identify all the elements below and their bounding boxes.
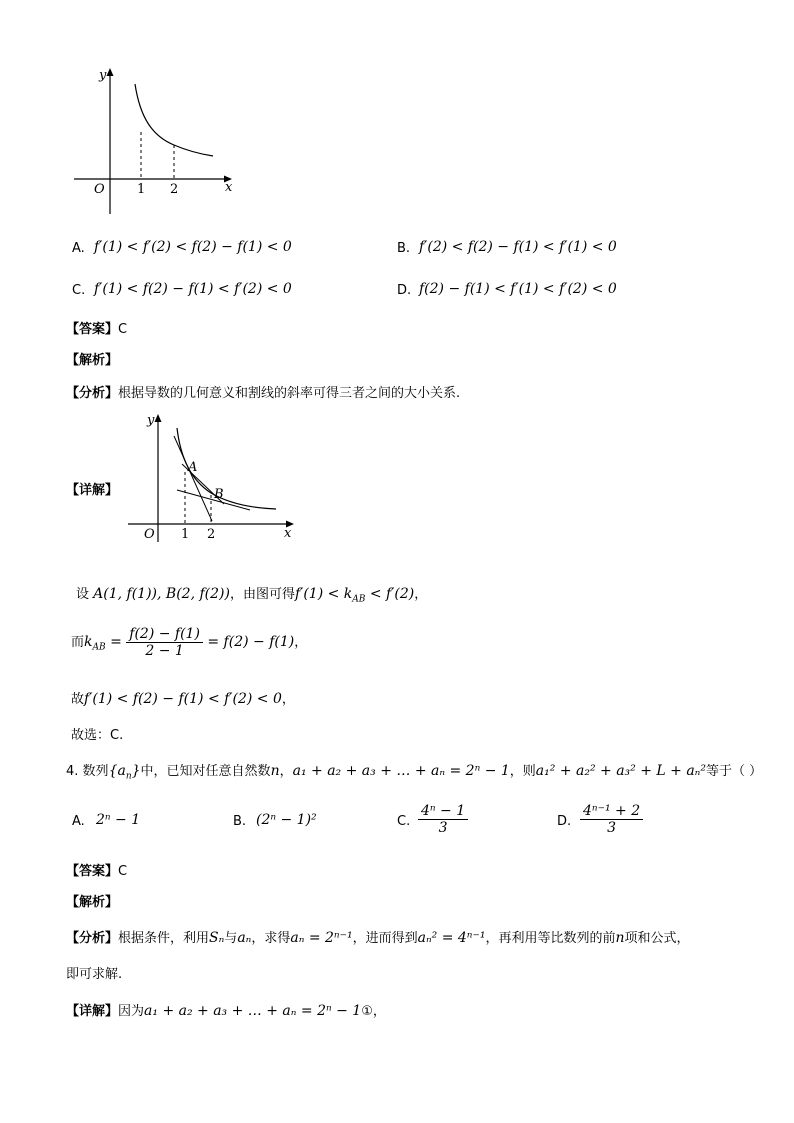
- answer-value: C: [118, 864, 128, 879]
- question-number: 4.: [66, 764, 79, 779]
- answer-tag: 【答案】: [66, 322, 119, 337]
- text: ，进而得到: [352, 931, 418, 946]
- tick-label-2: 2: [170, 182, 179, 197]
- math: f′(1) < k: [294, 586, 353, 602]
- xiangjie-tag: 【详解】: [66, 483, 119, 498]
- subscript: AB: [92, 642, 106, 653]
- y-axis: [155, 414, 162, 542]
- denominator: 3: [607, 820, 617, 836]
- xiangjie-tag: 【详解】: [66, 1004, 119, 1019]
- text: ，: [279, 764, 293, 779]
- subscript: AB: [352, 594, 366, 605]
- math: aₙ: [237, 930, 252, 946]
- q4-option-d-letter[interactable]: D.: [557, 814, 572, 829]
- x-axis-label: x: [225, 180, 233, 195]
- q4-option-b-letter[interactable]: B.: [233, 814, 247, 829]
- text: ，再利用等比数列的前: [485, 931, 616, 946]
- option-a-letter[interactable]: A.: [72, 241, 85, 256]
- text: ，: [294, 635, 308, 650]
- math: n: [615, 930, 625, 946]
- fenxi-text: 根据导数的几何意义和割线的斜率可得三者之间的大小关系.: [118, 386, 461, 401]
- q4-option-a-letter[interactable]: A.: [72, 814, 85, 829]
- fraction: [126, 626, 203, 659]
- q4-analysis-tag: 【解析】: [66, 895, 119, 910]
- q4-stem: [66, 760, 762, 782]
- text: ，: [372, 1004, 386, 1019]
- q4-option-a-text[interactable]: 2ⁿ − 1: [96, 812, 141, 828]
- text: ，: [281, 692, 295, 707]
- tick-label-1: 1: [181, 527, 190, 542]
- text: 项和公式，: [624, 931, 690, 946]
- q4-option-c-letter[interactable]: C.: [397, 814, 411, 829]
- math: a₁ + a₂ + a₃ + … + aₙ = 2ⁿ − 1: [144, 1003, 362, 1019]
- answer-tag: 【答案】: [66, 864, 119, 879]
- fenxi-tag: 【分析】: [66, 931, 119, 946]
- math: < f′(2): [365, 586, 415, 602]
- option-a-text[interactable]: f′(1) < f′(2) < f(2) − f(1) < 0: [94, 239, 292, 255]
- math: k: [84, 634, 93, 650]
- q4-option-c-fraction[interactable]: [418, 803, 468, 836]
- option-c-letter[interactable]: C.: [72, 283, 86, 298]
- math: A(1, f(1)), B(2, f(2)): [93, 586, 230, 602]
- point-b-label: B: [214, 487, 224, 502]
- denominator: 3: [438, 820, 448, 836]
- circled-one: ①: [361, 1004, 373, 1019]
- solution-line-4: 故选：C.: [71, 728, 124, 743]
- text: ，: [414, 587, 428, 602]
- numerator: 4ⁿ⁻¹ + 2: [580, 803, 643, 820]
- tangent-line-at-a: [174, 436, 212, 521]
- y-axis-label: y: [99, 68, 107, 83]
- solution-line-2: [71, 626, 307, 659]
- numerator: 4ⁿ − 1: [418, 803, 468, 820]
- option-b-letter[interactable]: B.: [397, 241, 411, 256]
- text: 与: [224, 931, 238, 946]
- tick-label-2: 2: [207, 527, 216, 542]
- function-graph-1: [68, 62, 248, 222]
- solution-line-1: [76, 583, 427, 605]
- text: 等于（ ）: [705, 764, 763, 779]
- answer-value: C: [118, 322, 128, 337]
- tick-label-1: 1: [137, 182, 146, 197]
- math: f′(1) < f(2) − f(1) < f′(2) < 0: [84, 691, 282, 707]
- text: ，则: [509, 764, 536, 779]
- math: Sₙ: [209, 930, 225, 946]
- text: 根据条件，利用: [118, 931, 210, 946]
- point-a-label: A: [188, 460, 198, 475]
- origin-label: O: [94, 182, 105, 197]
- text: ，求得: [251, 931, 291, 946]
- math: a₁² + a₂² + a₃² + L + aₙ²: [535, 763, 706, 779]
- text: 而: [71, 635, 85, 650]
- math: {a: [108, 763, 126, 779]
- math: n: [270, 763, 280, 779]
- q4-answer-line: [66, 860, 127, 879]
- option-c-text[interactable]: f′(1) < f(2) − f(1) < f′(2) < 0: [94, 281, 292, 297]
- numerator: f(2) − f(1): [126, 626, 203, 643]
- q4-option-b-text[interactable]: (2ⁿ − 1)²: [256, 812, 317, 828]
- x-axis-label: x: [284, 526, 292, 541]
- math: =: [105, 634, 127, 650]
- y-axis-label: y: [147, 413, 155, 428]
- q4-fenxi-line-2: 即可求解.: [66, 967, 123, 982]
- math: aₙ² = 4ⁿ⁻¹: [417, 930, 486, 946]
- text: 因为: [118, 1004, 145, 1019]
- q4-xiangjie-line: [66, 1000, 386, 1019]
- subscript: n: [125, 771, 132, 782]
- y-axis: [107, 68, 114, 214]
- origin-label: O: [144, 527, 155, 542]
- math: }: [131, 763, 141, 779]
- fenxi-tag: 【分析】: [66, 386, 119, 401]
- text: 数列: [82, 764, 109, 779]
- math: a₁ + a₂ + a₃ + … + aₙ = 2ⁿ − 1: [292, 763, 510, 779]
- math: aₙ = 2ⁿ⁻¹: [290, 930, 353, 946]
- option-b-text[interactable]: f′(2) < f(2) − f(1) < f′(1) < 0: [419, 239, 617, 255]
- option-d-letter[interactable]: D.: [397, 283, 412, 298]
- math: = f(2) − f(1): [202, 634, 295, 650]
- text: 中，已知对任意自然数: [140, 764, 271, 779]
- q4-fenxi-line: [66, 927, 690, 946]
- analysis-tag: 【解析】: [66, 353, 119, 368]
- solution-line-3: [71, 688, 295, 707]
- fenxi-line: [66, 382, 460, 401]
- option-d-text[interactable]: f(2) − f(1) < f′(1) < f′(2) < 0: [419, 281, 617, 297]
- text: 设: [76, 587, 90, 602]
- text: ，由图可得: [229, 587, 295, 602]
- q3-answer-line: [66, 318, 127, 337]
- text: 故: [71, 692, 85, 707]
- function-graph-2: [122, 408, 302, 548]
- q4-option-d-fraction[interactable]: [580, 803, 643, 836]
- denominator: 2 − 1: [145, 643, 184, 659]
